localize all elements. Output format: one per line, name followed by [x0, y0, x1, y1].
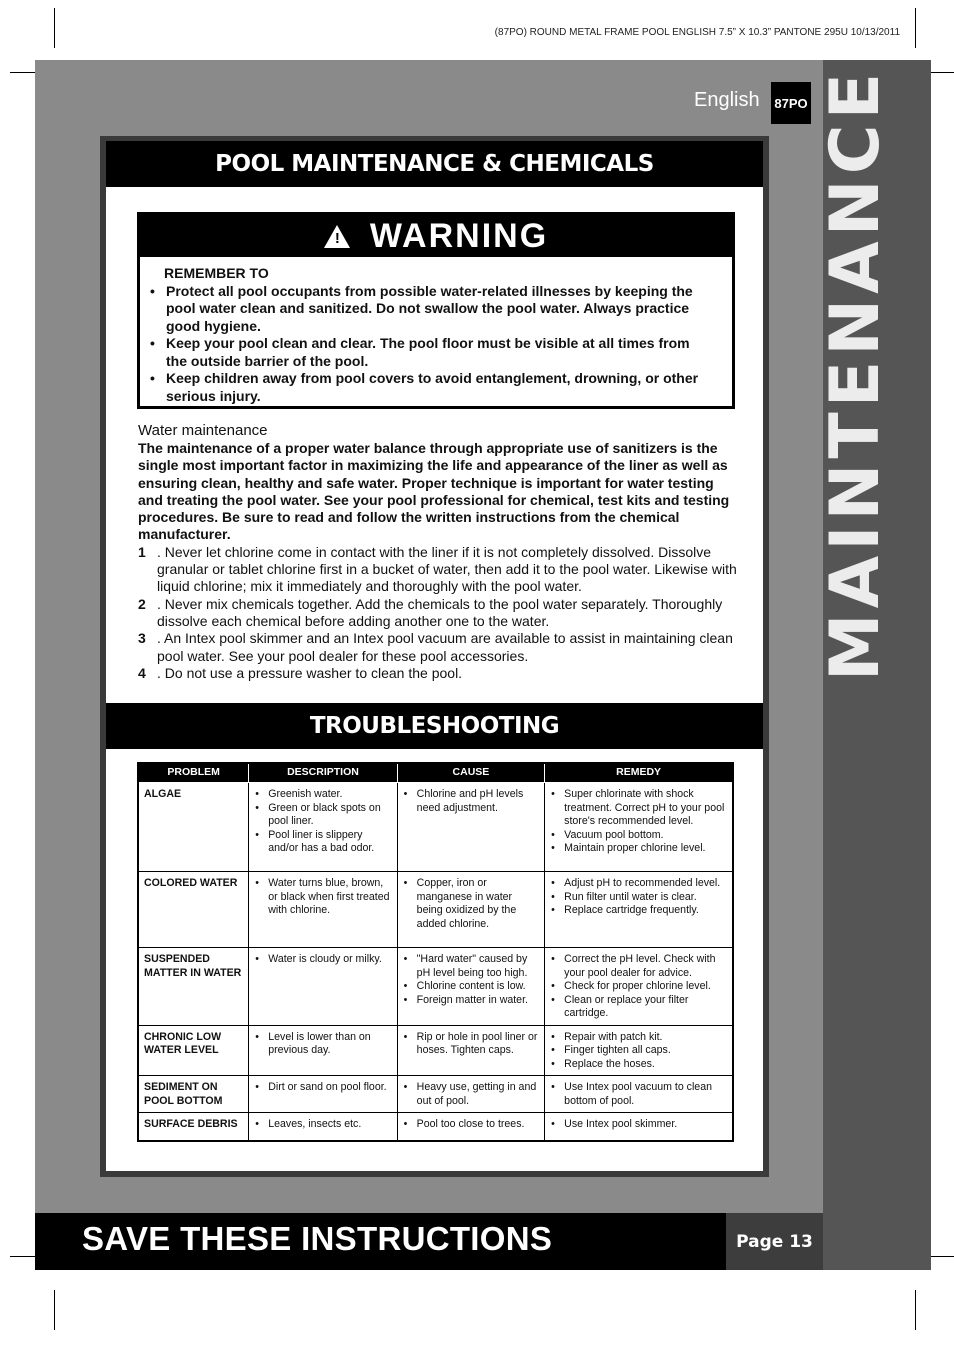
remedy-item: • Run filter until water is clear.: [564, 891, 728, 905]
remedy-item: • Clean or replace your filter cartridge.: [564, 994, 728, 1021]
remedy-list: [550, 1031, 728, 1072]
water-maintenance-section: [138, 422, 740, 682]
problem-cell: SEDIMENT ON POOL BOTTOM: [138, 1076, 249, 1113]
column-header-problem: PROBLEM: [138, 763, 249, 783]
cause-item: • Foreign matter in water.: [417, 994, 541, 1008]
section-title-maintenance: POOL MAINTENANCE & CHEMICALS: [106, 141, 763, 187]
remedy-cell: [545, 872, 733, 948]
problem-cell: SURFACE DEBRIS: [138, 1113, 249, 1141]
crop-mark: [54, 8, 55, 48]
step-text: . Never mix chemicals together. Add the chemicals to the pool water separately. Thoroughly dissolve each chemical before adding another one to the water.: [157, 595, 723, 629]
description-list: [254, 1081, 392, 1095]
cause-list: [403, 1118, 541, 1132]
remedy-item: • Replace cartridge frequently.: [564, 904, 728, 918]
column-header-cause: CAUSE: [397, 763, 545, 783]
section-title-troubleshooting: TROUBLESHOOTING: [106, 703, 763, 749]
warning-triangle-icon: !: [324, 225, 350, 248]
remedy-item: • Repair with patch kit.: [564, 1031, 728, 1045]
step-number: 4: [138, 664, 146, 681]
warning-box: [137, 212, 735, 409]
description-list: [254, 788, 392, 856]
description-list: [254, 877, 392, 918]
warning-body: [140, 257, 732, 405]
remedy-cell: [545, 783, 733, 872]
warning-bullet: • Keep children away from pool covers to avoid entanglement, drowning, or other serious injury.: [164, 370, 712, 405]
step-text: . An Intex pool skimmer and an Intex pool vacuum are available to assist in maintaining clean pool water. See your pool dealer for these pool accessories.: [157, 630, 733, 664]
maintenance-step: [138, 544, 740, 596]
table-row: [138, 1025, 733, 1076]
footer-bar: [35, 1213, 726, 1270]
remedy-list: [550, 788, 728, 856]
remedy-item: • Replace the hoses.: [564, 1058, 728, 1072]
remedy-list: [550, 1118, 728, 1132]
print-meta-line: (87PO) ROUND METAL FRAME POOL ENGLISH 7.5” X 10.3” PANTONE 295U 10/13/2011: [494, 27, 900, 38]
remedy-item: • Finger tighten all caps.: [564, 1044, 728, 1058]
water-maintenance-intro: The maintenance of a proper water balance through appropriate use of sanitizers is the single most important factor in maximizing the life and appearance of the liner as well as ensuring clean, healthy and safe water. Proper technique is important for water testing and treating the pool water. See your pool professional for chemical, test kits and testing procedures. Be sure to read and follow the written instructions from the chemical manufacturer.: [138, 440, 730, 543]
description-cell: [249, 1025, 397, 1076]
warning-header: [140, 215, 732, 257]
cause-item: • Copper, iron or manganese in water being oxidized by the added chlorine.: [417, 877, 541, 931]
warning-bullet: • Keep your pool clean and clear. The pool floor must be visible at all times from the outside barrier of the pool.: [164, 335, 712, 370]
column-header-remedy: REMEDY: [545, 763, 733, 783]
remedy-list: [550, 1081, 728, 1108]
cause-list: [403, 1031, 541, 1058]
remedy-list: [550, 877, 728, 918]
cause-item: • Chlorine content is low.: [417, 980, 541, 994]
table-row: [138, 783, 733, 872]
description-cell: [249, 948, 397, 1026]
crop-mark: [915, 8, 916, 48]
cause-cell: [397, 1025, 545, 1076]
cause-cell: [397, 783, 545, 872]
description-cell: [249, 783, 397, 872]
remedy-cell: [545, 1025, 733, 1076]
model-code-badge: 87PO: [771, 82, 811, 124]
problem-cell: CHRONIC LOW WATER LEVEL: [138, 1025, 249, 1076]
step-text: . Never let chlorine come in contact with the liner if it is not completely dissolved. Dissolve granular or tablet chlorine first in a bucket of water, then add it to the pool water. Likewise with liquid chlorine; mix it immediately and thoroughly with the pool water.: [157, 543, 737, 595]
remedy-item: • Check for proper chlorine level.: [564, 980, 728, 994]
remedy-item: • Correct the pH level. Check with your pool dealer for advice.: [564, 953, 728, 980]
cause-item: • Rip or hole in pool liner or hoses. Tighten caps.: [417, 1031, 541, 1058]
description-item: • Green or black spots on pool liner.: [268, 802, 392, 829]
description-cell: [249, 872, 397, 948]
warning-list: [164, 283, 712, 406]
maintenance-steps: [138, 544, 740, 682]
cause-cell: [397, 1076, 545, 1113]
description-item: • Water is cloudy or milky.: [268, 953, 392, 967]
cause-cell: [397, 1113, 545, 1141]
table-row: [138, 948, 733, 1026]
warning-lead: REMEMBER TO: [164, 265, 269, 281]
maintenance-step: [138, 596, 740, 631]
remedy-item: • Use Intex pool skimmer.: [564, 1118, 728, 1132]
cause-item: • Pool too close to trees.: [417, 1118, 541, 1132]
step-number: 2: [138, 595, 146, 612]
footer-title: SAVE THESE INSTRUCTIONS: [82, 1220, 553, 1257]
description-item: • Leaves, insects etc.: [268, 1118, 392, 1132]
step-number: 1: [138, 543, 146, 560]
table-row: [138, 872, 733, 948]
description-cell: [249, 1113, 397, 1141]
cause-list: [403, 788, 541, 815]
problem-cell: ALGAE: [138, 783, 249, 872]
warning-bullet: • Protect all pool occupants from possible water-related illnesses by keeping the pool water clean and sanitized. Do not swallow the pool water. Always practice good hygiene.: [164, 283, 712, 336]
side-tab-text: MAINTENANCE: [816, 67, 896, 681]
table-row: [138, 1076, 733, 1113]
cause-item: • Chlorine and pH levels need adjustment.: [417, 788, 541, 815]
language-label: English: [694, 89, 760, 111]
step-number: 3: [138, 630, 146, 647]
remedy-item: • Use Intex pool vacuum to clean bottom of pool.: [564, 1081, 728, 1108]
column-header-description: DESCRIPTION: [249, 763, 397, 783]
remedy-item: • Adjust pH to recommended level.: [564, 877, 728, 891]
maintenance-step: [138, 665, 740, 682]
remedy-cell: [545, 1076, 733, 1113]
description-item: • Level is lower than on previous day.: [268, 1031, 392, 1058]
table-row: [138, 1113, 733, 1141]
cause-list: [403, 877, 541, 931]
remedy-item: • Vacuum pool bottom.: [564, 829, 728, 843]
remedy-item: • Super chlorinate with shock treatment. Correct pH to your pool store's recommended level.: [564, 788, 728, 829]
description-cell: [249, 1076, 397, 1113]
cause-list: [403, 1081, 541, 1108]
description-list: [254, 953, 392, 967]
crop-mark: [915, 1290, 916, 1330]
step-text: . Do not use a pressure washer to clean the pool.: [157, 664, 463, 681]
remedy-cell: [545, 948, 733, 1026]
description-item: • Dirt or sand on pool floor.: [268, 1081, 392, 1095]
troubleshooting-table: [137, 762, 734, 1142]
description-item: • Greenish water.: [268, 788, 392, 802]
crop-mark: [54, 1290, 55, 1330]
table-header-row: [138, 763, 733, 783]
cause-item: • Heavy use, getting in and out of pool.: [417, 1081, 541, 1108]
description-item: • Water turns blue, brown, or black when first treated with chlorine.: [268, 877, 392, 918]
cause-list: [403, 953, 541, 1007]
warning-title: WARNING: [369, 216, 549, 255]
cause-item: • "Hard water" caused by pH level being too high.: [417, 953, 541, 980]
description-list: [254, 1118, 392, 1132]
remedy-cell: [545, 1113, 733, 1141]
description-list: [254, 1031, 392, 1058]
cause-cell: [397, 948, 545, 1026]
page-number: Page 13: [726, 1213, 823, 1270]
side-tab-label: [816, 67, 896, 681]
maintenance-step: [138, 630, 740, 665]
cause-cell: [397, 872, 545, 948]
problem-cell: SUSPENDED MATTER IN WATER: [138, 948, 249, 1026]
problem-cell: COLORED WATER: [138, 872, 249, 948]
water-maintenance-heading: Water maintenance: [138, 422, 268, 439]
remedy-item: • Maintain proper chlorine level.: [564, 842, 728, 856]
description-item: • Pool liner is slippery and/or has a bad odor.: [268, 829, 392, 856]
remedy-list: [550, 953, 728, 1021]
